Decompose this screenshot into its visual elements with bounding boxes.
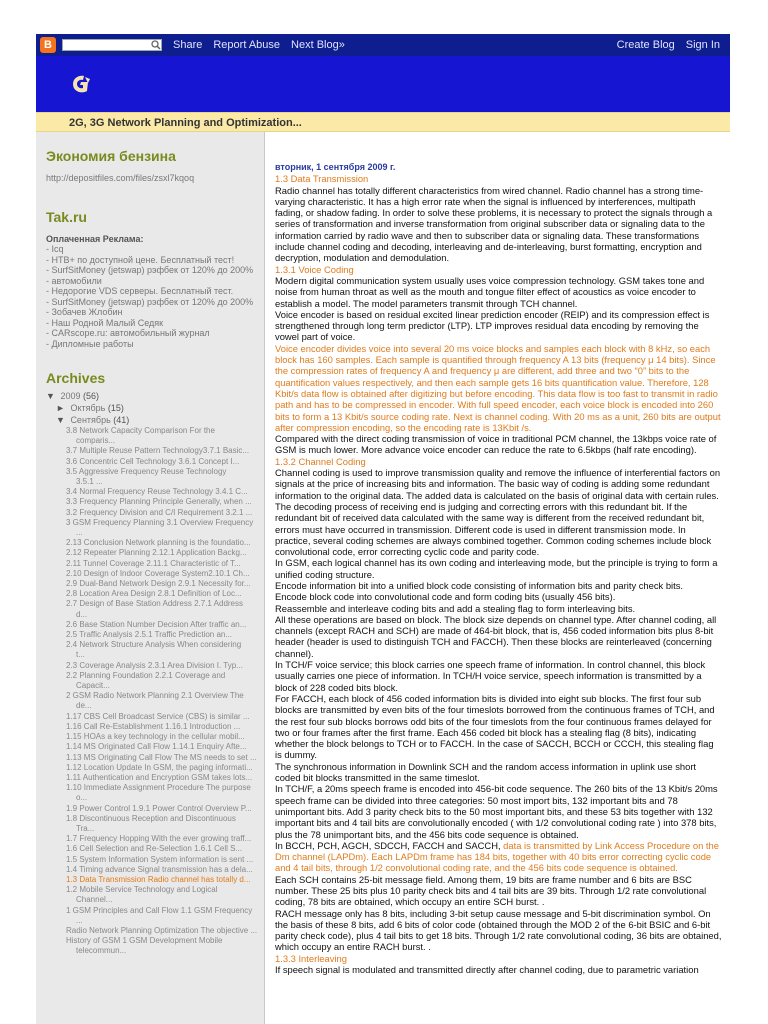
archive-post-link[interactable]: 2.4 Network Structure Analysis When considering	[66, 640, 242, 650]
archive-month-oct[interactable]	[56, 402, 264, 414]
sidebar-url[interactable]: http://depositfiles.com/files/zsxl7kqoq	[46, 173, 195, 183]
archive-post-link[interactable]: 1.6 Cell Selection and Re-Selection 1.6.1 Cell S...	[66, 844, 243, 854]
archive-month-label[interactable]: Октябрь	[70, 403, 106, 413]
archive-post-link[interactable]: 1.7 Frequency Hopping With the ever growing traff...	[66, 834, 252, 844]
archive-post-link[interactable]: 1.17 CBS Cell Broadcast Service (CBS) is similar ...	[66, 711, 250, 721]
archive-post-link[interactable]: 2.9 Dual-Band Network Design 2.9.1 Necessity for...	[66, 579, 251, 589]
next-blog-link[interactable]: Next Blog»	[291, 39, 345, 51]
archive-year-label[interactable]: 2009	[60, 391, 81, 401]
archive-post-link[interactable]: 3.6 Concentric Cell Technology 3.6.1 Concept I...	[66, 456, 240, 466]
post-paragraph: Each SCH contains 25-bit message field. Among them, 19 bits are frame number and 6 bits are BSC number. These 25 bits plus 10 parity check bits and 4 tail bits are 39 bits. Through 1/2 rate convolutional coding, 78 bits are obtained, which occupy an entire SCH burst. .	[275, 873, 707, 908]
archive-post-link[interactable]: ...	[76, 528, 83, 538]
archive-post-link[interactable]: Tra...	[76, 823, 95, 833]
post-paragraph: If speech signal is modulated and transmitted directly after channel coding, due to parametric variation	[275, 964, 699, 976]
post-paragraph: Reassemble and interleave coding bits and add a stealing flag to form interleaving bits.	[275, 602, 636, 614]
archive-post-link[interactable]: 2.13 Conclusion Network planning is the foundatio...	[66, 538, 251, 548]
post-paragraph: Compared with the direct coding transmission of voice in traditional PCM channel, the 13kbps voice rate of GSM is much lower. More advance voice encoder can reduce the rate to 6.5kbps (half rate encoding).	[275, 433, 717, 456]
archive-post-link[interactable]: 1.8 Discontinuous Reception and Discontinuous	[66, 813, 236, 823]
archive-post-link[interactable]: 1.12 Location Update In GSM, the paging informati...	[66, 762, 253, 772]
post-paragraph: Voice encoder is based on residual excited linear prediction encoder (REIP) and its compression effect is strengthened through long term predictor (LTP). LTP improves residual data encoding by removing the vowel part of voice.	[275, 308, 710, 343]
archive-post-link[interactable]: ...	[76, 915, 83, 925]
section-heading: 1.3.3 Interleaving	[275, 952, 347, 964]
archive-post-link[interactable]: comparis...	[76, 436, 116, 446]
ads-list	[46, 244, 264, 349]
archive-post-link[interactable]: 2.8 Location Area Design 2.8.1 Definition of Loc...	[66, 589, 242, 599]
sidebar	[36, 132, 265, 1024]
archive-post-link[interactable]: 1.5 System Information System information is sent ...	[66, 854, 254, 864]
create-blog-link[interactable]: Create Blog	[616, 39, 675, 51]
post-paragraph: Radio channel has totally different characteristics from wired channel. Radio channel has a strong time-varying characteristic. It has a high error rate when the signal is influenced by interferences, multipath fading, or shadow fading. In order to solve these problems, it is necessary to protect the signals through a series of transformation and inverse transformation from original subscriber data or signaling data to the information carried by radio wave and then to subscriber data or signaling data. These transformations include channel coding and decoding, interleaving and de-interleaving, burst formatting, encryption and decryption, modulation and demodulation.	[275, 184, 713, 264]
blog-header-banner	[36, 56, 730, 112]
archive-post-link[interactable]: 1.4 Timing advance Signal transmission has a dela...	[66, 864, 253, 874]
ad-link[interactable]: - НТВ+ по доступной цене. Бесплатный тест!	[46, 254, 235, 265]
collapse-arrow-icon[interactable]: ▼	[56, 415, 65, 425]
archive-post-link[interactable]: 1.15 HOAs a key technology in the cellular mobil...	[66, 732, 245, 742]
archive-post-link[interactable]: 1.9 Power Control 1.9.1 Power Control Overview P...	[66, 803, 252, 813]
archive-post-link[interactable]: 3.8 Network Capacity Comparison For the	[66, 426, 215, 435]
blogger-navbar	[36, 34, 730, 56]
ad-link[interactable]: - Дипломные работы	[46, 338, 134, 349]
sidebar-heading-fuel: Экономия бензина	[46, 148, 176, 164]
archive-post-list	[66, 426, 264, 957]
archive-month-sep[interactable]	[56, 414, 264, 426]
post-paragraph: Encode information bit into a unified block code consisting of information bits and parity check bits.	[275, 579, 684, 591]
archive-post-link[interactable]: 2.5 Traffic Analysis 2.5.1 Traffic Prediction an...	[66, 630, 233, 640]
archive-post-link[interactable]: 2.2 Planning Foundation 2.2.1 Coverage and	[66, 670, 226, 680]
expand-arrow-icon[interactable]: ►	[56, 403, 65, 413]
archive-post-link[interactable]: 1.16 Call Re-Establishment 1.16.1 Introduction ...	[66, 721, 241, 731]
ad-link[interactable]: - CARscope.ru: автомобильный журнал	[46, 328, 210, 338]
collapse-arrow-icon[interactable]: ▼	[46, 391, 55, 401]
post-paragraph: The synchronous information in Downlink SCH and the random access information in uplink use short coded bit blocks transmitted in the same timeslot.	[275, 760, 697, 784]
archive-month-count: (15)	[107, 403, 124, 413]
post-paragraph: RACH message only has 8 bits, including 3-bit setup cause message and 5-bit discrimination symbol. On the basis of these 8 bits, add 6 bits of color code (obtained through the MOD 2 of the 6-bit BSIC and 6-bit parity check code), plus 4 tail bits to get 18 bits. Through 1/2 rate convolutional coding, 36 bits are obtained, which occupy an entire RACH burst. .	[275, 907, 722, 953]
archive-post-link[interactable]: History of GSM 1 GSM Development Mobile	[66, 936, 223, 946]
post-paragraph: In TCH/F voice service; this block carries one speech frame of information. In control channel, this block usually carries one piece of information. In TCH/H voice service, speech information is transmitted by a block of 228 coded bits block.	[275, 659, 706, 693]
post-title[interactable]: 1.3 Data Transmission	[275, 173, 369, 185]
archive-post-link[interactable]: Radio Network Planning Optimization The objective ...	[66, 925, 258, 935]
archive-post-link[interactable]: 1.13 MS Originating Call Flow The MS needs to set ...	[66, 752, 257, 762]
archive-post-link[interactable]: de...	[76, 701, 92, 711]
archive-post-link[interactable]: 1 GSM Principles and Call Flow 1.1 GSM Frequency	[66, 905, 253, 915]
post-paragraph: All these operations are based on block. The block size depends on channel type. After channel coding, all channels (except RACH and SCH) are made of 464-bit block, that is, 456 coded information bits plus 8-bit header (header is used to distinguish TCH and FACCH). Then these blocks are reinterleaved (concerning channel).	[275, 613, 717, 659]
post-text-highlight: data is transmitted by Link Access Procedure on the Dm channel (LAPDm). Each LAPDm frame has 184 bits, together with 40 bits error correcting cyclic code and 4 tail bits, through 1/2 convolutional coding rate, and the 456 bits code sequence is obtained.	[275, 839, 719, 874]
post-paragraph: Modern digital communication system usually uses voice compression technology. GSM takes tone and noise from human throat as well as the mouth and tongue filter effect of acoustics as voice encoder to establish a model. The model parameters transmit through TCH channel.	[275, 274, 705, 309]
post-content	[275, 132, 722, 1024]
ads-title: Оплаченная Реклама:	[46, 234, 144, 244]
archive-post-link[interactable]: 2.11 Tunnel Coverage 2.11.1 Characteristic of T...	[66, 558, 241, 568]
archive-post-link[interactable]: 3 GSM Frequency Planning 3.1 Overview Frequency	[66, 517, 254, 527]
sign-in-link[interactable]: Sign In	[685, 39, 720, 51]
post-paragraph: Encode block code into convolutional code and form coding bits (usually 456 bits).	[275, 591, 616, 603]
archive-post-link[interactable]: 2 GSM Radio Network Planning 2.1 Overview The	[66, 691, 244, 701]
ad-link[interactable]: - SurfSitMoney (jetswap) рэфбек от 120% до 200%	[46, 265, 254, 275]
archive-month-label[interactable]: Сентябрь	[70, 415, 111, 425]
archive-post-link[interactable]: 1.3 Data Transmission Radio channel has totally d...	[66, 874, 251, 884]
search-icon[interactable]	[150, 39, 162, 51]
archive-post-link[interactable]: Channel...	[76, 895, 113, 905]
archive-post-link[interactable]: 2.6 Base Station Number Decision After traffic an...	[66, 619, 247, 629]
ad-link[interactable]: - Наш Родной Малый Седяк	[46, 317, 164, 328]
sidebar-heading-takru: Tak.ru	[46, 209, 87, 225]
archive-post-link[interactable]: 1.14 MS Originated Call Flow 1.14.1 Enquiry Afte...	[66, 742, 247, 752]
blogger-logo-icon[interactable]: B	[40, 37, 56, 53]
archive-post-link[interactable]: telecommun...	[76, 946, 127, 956]
archive-post-link[interactable]: 1.11 Authentication and Encryption GSM takes lots...	[66, 772, 253, 782]
archive-post-link[interactable]: 3.4 Normal Frequency Reuse Technology 3.4.1 C...	[66, 487, 248, 497]
post-paragraph: For FACCH, each block of 456 coded information bits is divided into eight sub blocks. The first four sub blocks are transmitted by even bits of the four timeslots borrowed from the continuous frames of TCH, and the rest four sub blocks borrows odd bits of the four timeslots from the four continuous frames delayed for two or four frames after the first frame. Each 456 coded bit block has a stealing flag (8 bits), indicating whether the block belongs to TCH or to FACCH. In the case of SACCH, BCCH or CCCH, this stealing flag is dummy.	[275, 692, 715, 761]
section-heading: 1.3.2 Channel Coding	[275, 455, 366, 467]
post-paragraph: In TCH/F, a 20ms speech frame is encoded into 456-bit code sequence. The 260 bits of the 13 Kbit/s 20ms speech frame can be divided into three categories: 50 most import bits, 132 important bits and 78 unimportant bits. Add 3 parity check bits to the 50 most important bits, and these 53 bits together with 132 important bits and 4 tail bits are convolutionally encoded ( with 1/2 convolutional coding rate ) into 378 bits, plus the 78 unimportant bits, and the 456 bits code sequence is obtained.	[275, 783, 718, 840]
archive-post-link[interactable]: t...	[76, 650, 85, 660]
post-paragraph-highlight: Voice encoder divides voice into several 20 ms voice blocks and samples each block with 8 kHz, so each block has 160 samples. Each sample is quantified through frequency A 13 bits (frequency μ 14 bits). Since the compression rates of frequency A and frequency μ are different, add three and two “0” bits to the quantification values respectively, and then each sample gets 16 bits quantification value. Therefore, 128 Kbit/s data flow is obtained after digitizing but before encoding. This data flow is too fast to transmit in radio path and has to be compressed in encoder. With full speed encoder, each voice block is encoded into 260 bits to form a 13 Kbit/s source coding rate. Next is channel coding. With 20 ms as a unit, 260 bits are output after compression encoding, so the encoding rate is 13Kbit /s.	[275, 342, 721, 433]
archive-post-link[interactable]: 2.10 Design of Indoor Coverage System2.10.1 Ch...	[66, 568, 250, 578]
archive-month-count: (41)	[113, 415, 130, 425]
ad-link[interactable]: - Зобачев Жлобин	[46, 307, 123, 317]
archive-post-link[interactable]: 1.10 Immediate Assignment Procedure The purpose	[66, 783, 251, 793]
share-link[interactable]: Share	[173, 39, 203, 51]
section-heading: 1.3.1 Voice Coding	[275, 263, 354, 275]
archive-post-link[interactable]: 2.12 Repeater Planning 2.12.1 Application Backg...	[66, 548, 247, 558]
ad-link[interactable]: - автомобили	[46, 275, 102, 286]
archive-post-link[interactable]: 2.7 Design of Base Station Address 2.7.1 Address	[66, 599, 243, 609]
post-text: In BCCH, PCH, AGCH, SDCCH, FACCH and SACCH,	[275, 839, 501, 851]
post-date: вторник, 1 сентября 2009 г.	[275, 162, 396, 172]
archive-post-link[interactable]: 3.5 Aggressive Frequency Reuse Technology	[66, 466, 227, 476]
archive-post-link[interactable]: 3.2 Frequency Division and C/I Requirement 3.2.1 ...	[66, 507, 253, 517]
post-paragraph: Channel coding is used to improve transmission quality and remove the influence of interferential factors on signals at the price of increasing bits and information. The basic way of coding is adding some redundant information to the original data. The added data is calculated on the basis of original data with certain rules. The decoding process of receiving end is judging and correcting errors with this redundant bit. If the redundant bit of received data calculated with the same way is different from the received redundant bit, errors must have occurred in transmission. Different code is used in different transmission mode. In practice, several coding schemes are always combined together. Common coding schemes include block convolutional code, error correcting cyclic code and parity code.	[275, 467, 721, 558]
blog-logo-icon[interactable]	[70, 74, 92, 94]
archives-heading: Archives	[46, 370, 106, 386]
post-paragraph-mixed	[275, 840, 722, 874]
archive-post-link[interactable]: d...	[76, 609, 88, 619]
archive-post-link[interactable]: 1.2 Mobile Service Technology and Logical	[66, 885, 218, 895]
report-abuse-link[interactable]: Report Abuse	[213, 39, 281, 51]
archive-post-link[interactable]: Capacit...	[76, 681, 110, 691]
archive-post-link[interactable]: o...	[76, 793, 88, 803]
ad-link[interactable]: - Icq	[46, 244, 64, 254]
archive-post-link[interactable]: 3.3 Frequency Planning Principle Generally, when ...	[66, 497, 252, 507]
post-paragraph: In GSM, each logical channel has its own coding and interleaving mode, but the principle is trying to form a unified coding structure.	[275, 557, 718, 580]
archive-year-count: (56)	[82, 391, 99, 401]
archive-post-link[interactable]: 3.5.1 ...	[76, 477, 103, 487]
archive-post-link[interactable]: 2.3 Coverage Analysis 2.3.1 Area Division I. Typ...	[66, 660, 243, 670]
archive-year[interactable]	[46, 390, 264, 402]
archive-post-link[interactable]: 3.7 Multiple Reuse Pattern Technology3.7.1 Basic...	[66, 446, 250, 456]
blog-description: 2G, 3G Network Planning and Optimization...	[36, 112, 730, 132]
search-input[interactable]	[62, 39, 162, 51]
ad-link[interactable]: - SurfSitMoney (jetswap) рэфбек от 120% до 200%	[46, 296, 254, 307]
ad-link[interactable]: - Недорогие VDS серверы. Бесплатный тест.	[46, 286, 234, 296]
